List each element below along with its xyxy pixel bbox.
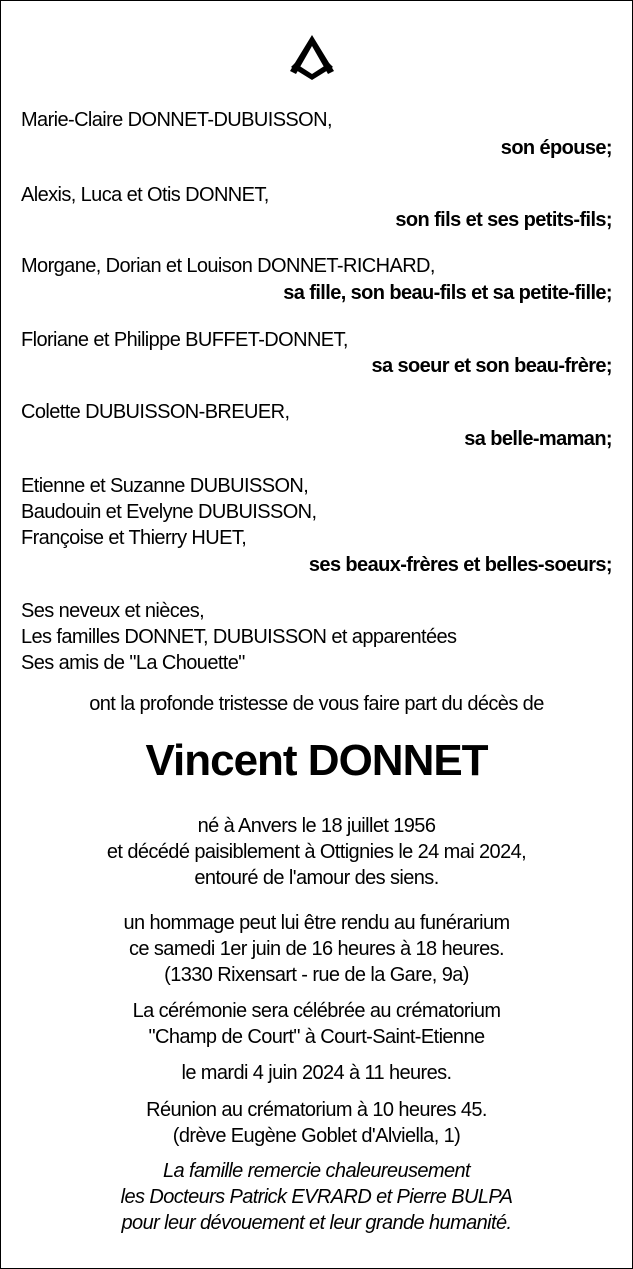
- family-name-line: Floriane et Philippe BUFFET-DONNET,: [21, 329, 348, 351]
- ceremony-line: La cérémonie sera célébrée au crématorium: [132, 1000, 501, 1022]
- deceased-name: Vincent DONNET: [145, 736, 488, 785]
- family-name-line: Marie-Claire DONNET-DUBUISSON,: [21, 109, 332, 131]
- thanks-line: pour leur dévouement et leur grande humanité.: [121, 1212, 512, 1234]
- family-relation: sa belle-maman;: [464, 428, 612, 450]
- family-name-line: Etienne et Suzanne DUBUISSON,: [21, 475, 309, 497]
- family-name-line: Baudouin et Evelyne DUBUISSON,: [21, 501, 317, 523]
- reunion-line: (drève Eugène Goblet d'Alviella, 1): [172, 1125, 461, 1147]
- thanks-line: les Docteurs Patrick EVRARD et Pierre BULPA: [120, 1186, 513, 1208]
- family-name-line: Françoise et Thierry HUET,: [21, 527, 247, 549]
- tribute-line: (1330 Rixensart - rue de la Gare, 9a): [164, 964, 469, 986]
- reunion-line: Réunion au crématorium à 10 heures 45.: [146, 1099, 487, 1121]
- family-name-line: Alexis, Luca et Otis DONNET,: [21, 184, 269, 206]
- family-name-line: Morgane, Dorian et Louison DONNET-RICHARD,: [21, 255, 435, 277]
- life-line: et décédé paisiblement à Ottignies le 24 mai 2024,: [106, 841, 527, 863]
- others-line: Les familles DONNET, DUBUISSON et apparentées: [21, 626, 457, 648]
- family-relation: son épouse;: [500, 137, 612, 159]
- others-line: Ses neveux et nièces,: [21, 600, 205, 622]
- tribute-line: ce samedi 1er juin de 16 heures à 18 heures.: [129, 938, 504, 960]
- family-relation: son fils et ses petits-fils;: [395, 209, 612, 231]
- family-relation: sa fille, son beau-fils et sa petite-fille;: [283, 282, 612, 304]
- life-line: entouré de l'amour des siens.: [194, 867, 439, 889]
- ceremony-line: "Champ de Court" à Court-Saint-Etienne: [148, 1026, 485, 1048]
- family-relation: sa soeur et son beau-frère;: [371, 355, 612, 377]
- thanks-line: La famille remercie chaleureusement: [163, 1160, 470, 1182]
- others-line: Ses amis de "La Chouette": [21, 652, 245, 674]
- life-line: né à Anvers le 18 juillet 1956: [197, 815, 436, 837]
- family-relation: ses beaux-frères et belles-soeurs;: [308, 554, 612, 576]
- tribute-line: un hommage peut lui être rendu au funérarium: [123, 912, 510, 934]
- ceremony-date: le mardi 4 juin 2024 à 11 heures.: [181, 1062, 452, 1084]
- square-and-compass-icon: [287, 33, 337, 83]
- family-name-line: Colette DUBUISSON-BREUER,: [21, 401, 290, 423]
- announcement-text: ont la profonde tristesse de vous faire part du décès de: [89, 693, 544, 715]
